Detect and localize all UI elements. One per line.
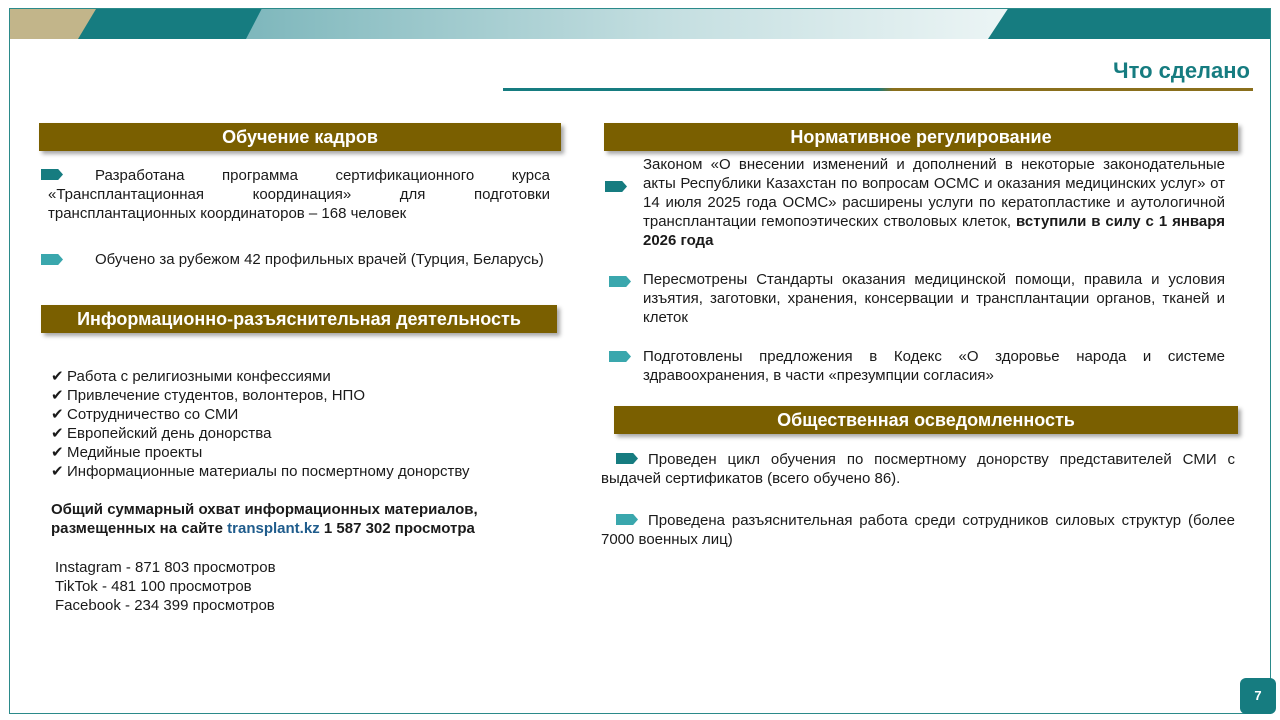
checklist-item-label: Информационные материалы по посмертному донорству [67, 463, 470, 480]
checklist-item [51, 462, 470, 481]
page-title: Что сделано [1113, 58, 1250, 83]
checklist-item-label: Работа с религиозными конфессиями [67, 368, 331, 385]
checklist-item [51, 424, 470, 443]
checklist-item [51, 367, 470, 386]
checklist-item [51, 443, 470, 462]
stat-tiktok: TikTok - 481 100 просмотров [55, 578, 252, 595]
total-reach-prefix: размещенных на сайте [51, 520, 228, 537]
info-activity-header: Информационно-разъяснительная деятельность [41, 305, 557, 333]
regulation-item-1-text: Законом «О внесении изменений и дополнений в некоторые законодательные акты Республики Казахстан по вопросам ОСМС и оказания медицинских услуг» от 14 июля 2025 года ОСМС» расширены услуги по кератопластике и аутологичной трансплантации гемопоэтических стволовых клеток, [643, 156, 1225, 230]
checklist-item [51, 405, 470, 424]
check-icon: ✔ [51, 406, 64, 423]
banner-band-teal [78, 9, 278, 39]
stat-facebook: Facebook - 234 399 просмотров [55, 597, 275, 614]
check-icon: ✔ [51, 368, 64, 385]
check-icon: ✔ [51, 444, 64, 461]
checklist-item-label: Сотрудничество со СМИ [67, 406, 239, 423]
training-item-2: Обучено за рубежом 42 профильных врачей (Турция, Беларусь) [95, 251, 544, 268]
check-icon: ✔ [51, 463, 64, 480]
checklist-item-label: Медийные проекты [67, 444, 203, 461]
regulation-item-2: Пересмотрены Стандарты оказания медицинской помощи, правила и условия изъятия, заготовки, хранения, консервации и трансплантации органов, тканей и клеток [643, 271, 1225, 326]
checklist-item-label: Привлечение студентов, волонтеров, НПО [67, 387, 365, 404]
banner-band-teal-right [988, 9, 1270, 39]
top-banner [10, 9, 1270, 39]
regulation-item-3: Подготовлены предложения в Кодекс «О здоровье народа и системе здравоохранения, в части «презумпции согласия» [643, 348, 1225, 384]
transplant-link[interactable]: transplant.kz [227, 520, 320, 537]
check-icon: ✔ [51, 425, 64, 442]
total-reach-line-2 [51, 519, 478, 538]
banner-band-gradient [246, 9, 1026, 39]
checklist-item-label: Европейский день донорства [67, 425, 272, 442]
regulation-header: Нормативное регулирование [604, 123, 1238, 151]
regulation-item-1 [643, 155, 1225, 250]
stat-instagram: Instagram - 871 803 просмотров [55, 559, 276, 576]
total-reach-count: 1 587 302 просмотра [319, 520, 475, 537]
checklist-item [51, 386, 470, 405]
check-icon: ✔ [51, 387, 64, 404]
awareness-header: Общественная осведомленность [614, 406, 1238, 434]
awareness-item-1: Проведен цикл обучения по посмертному донорству представителей СМИ с выдачей сертификатов (всего обучено 86). [601, 451, 1235, 487]
regulation-item-1-effective: вступили в силу с 1 января 2026 года [643, 213, 1225, 249]
title-underline [503, 88, 1253, 91]
total-reach-line-1: Общий суммарный охват информационных материалов, [51, 501, 478, 518]
awareness-item-2: Проведена разъяснительная работа среди сотрудников силовых структур (более 7000 военных лиц) [601, 512, 1235, 548]
training-header: Обучение кадров [39, 123, 561, 151]
total-reach [51, 500, 478, 538]
social-stats [55, 558, 276, 615]
page-number: 7 [1240, 678, 1276, 714]
training-item-1: Разработана программа сертификационного курса «Трансплантационная координация» для подготовки трансплантационных координаторов – 168 человек [48, 167, 550, 222]
info-checklist [51, 367, 470, 481]
